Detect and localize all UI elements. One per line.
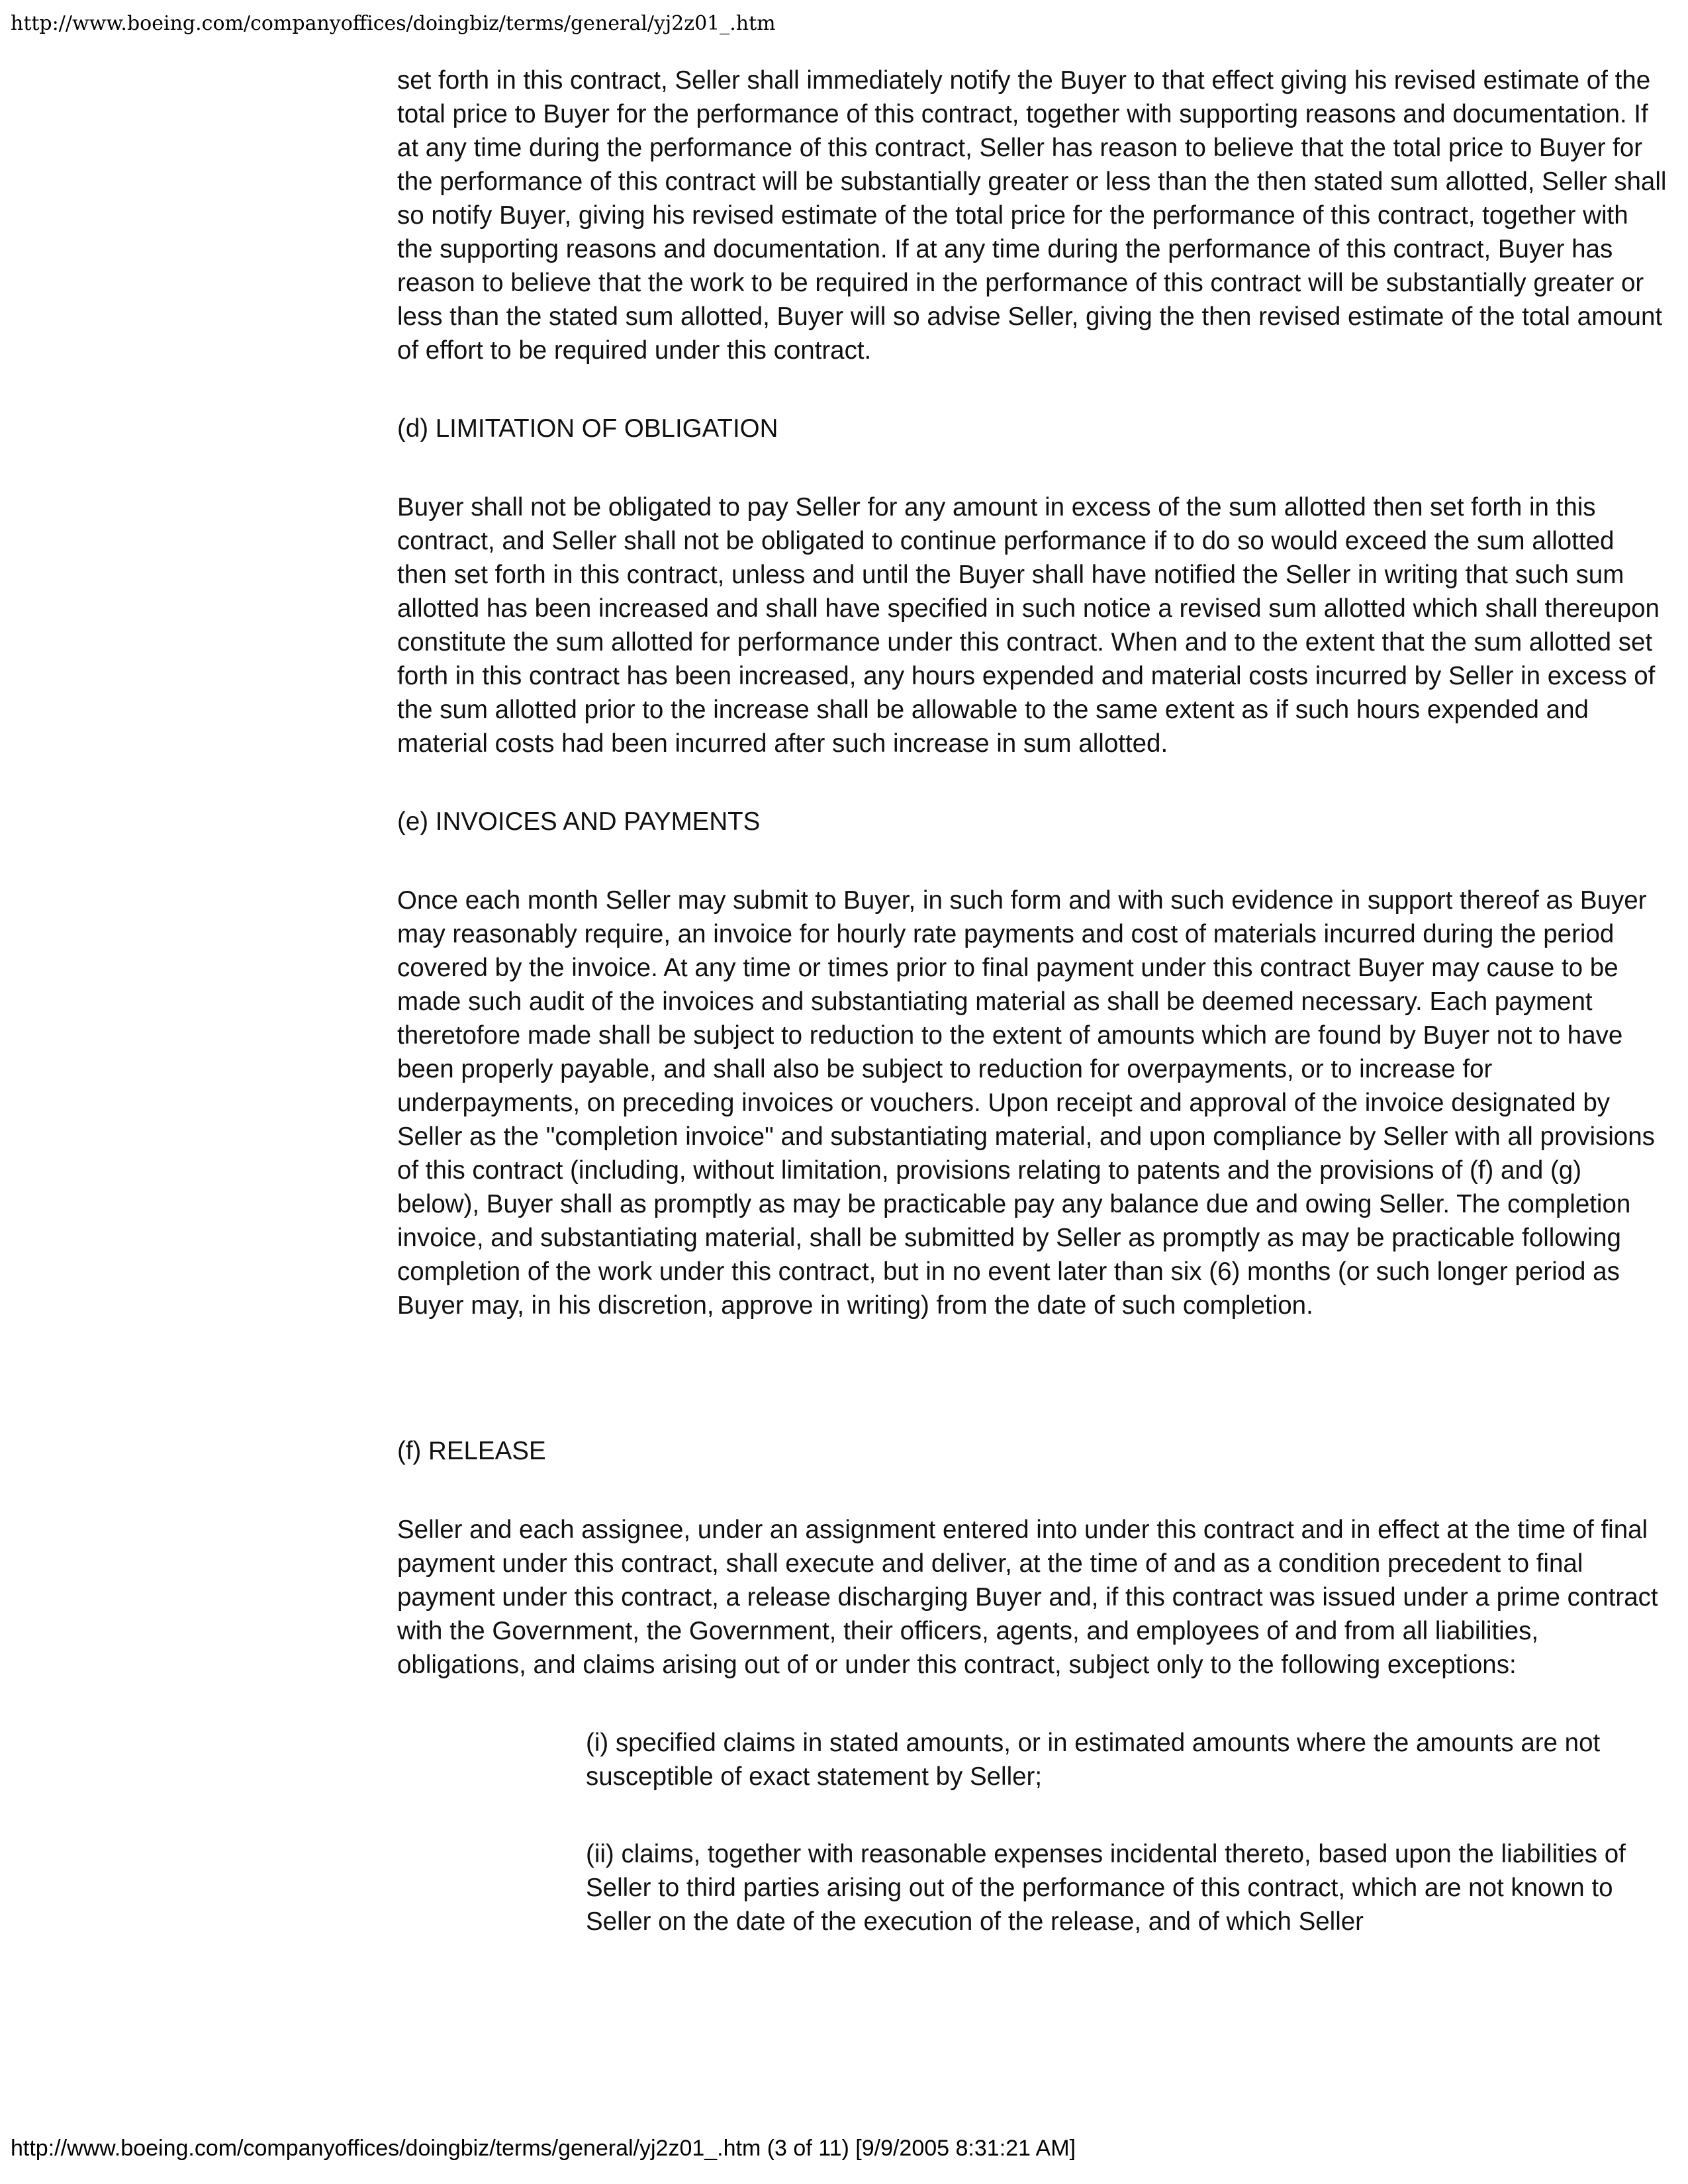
list-item-ii: (ii) claims, together with reasonable expenses incidental thereto, based upon the liabilities of Seller to third parties arising out of the performance of this contract, which are not known to Seller on the date of the execution of the release, and of which Seller xyxy=(586,1840,1626,1936)
section-heading-e: (e) INVOICES AND PAYMENTS xyxy=(397,807,761,836)
paragraph-d: Buyer shall not be obligated to pay Seller for any amount in excess of the sum allotted then set forth in this contract, and Seller shall not be obligated to continue performance if to do so would exceed the sum allotted then set forth in this contract, unless and until the Buyer shall have notified the Seller in writing that such sum allotted has been increased and shall have specified in such notice a revised sum allotted which shall thereupon constitute the sum allotted for performance under this contract. When and to the extent that the sum allotted set forth in this contract has been increased, any hours expended and material costs incurred by Seller in excess of the sum allotted prior to the increase shall be allowable to the same extent as if such hours expended and material costs had been incurred after such increase in sum allotted. xyxy=(397,493,1660,758)
header-url: http://www.boeing.com/companyoffices/doingbiz/terms/general/yj2z01_.htm xyxy=(11,12,776,35)
footer-url-page-info: http://www.boeing.com/companyoffices/doingbiz/terms/general/yj2z01_.htm (3 of 11) [9/9/2005 8:31:21 AM] xyxy=(11,2136,1076,2161)
section-heading-d: (d) LIMITATION OF OBLIGATION xyxy=(397,414,778,443)
document-body xyxy=(397,64,1668,1938)
paragraph-f: Seller and each assignee, under an assignment entered into under this contract and in effect at the time of final payment under this contract, shall execute and deliver, at the time of and as a condition precedent to final payment under this contract, a release discharging Buyer and, if this contract was issued under a prime contract with the Government, the Government, their officers, agents, and employees of and from all liabilities, obligations, and claims arising out of or under this contract, subject only to the following exceptions: xyxy=(397,1516,1658,1679)
section-heading-f: (f) RELEASE xyxy=(397,1437,546,1465)
paragraph-e: Once each month Seller may submit to Buyer, in such form and with such evidence in support thereof as Buyer may reasonably require, an invoice for hourly rate payments and cost of materials incurred during the period covered by the invoice. At any time or times prior to final payment under this contract Buyer may cause to be made such audit of the invoices and substantiating material as shall be deemed necessary. Each payment theretofore made shall be subject to reduction to the extent of amounts which are found by Buyer not to have been properly payable, and shall also be subject to reduction for overpayments, or to increase for underpayments, on preceding invoices or vouchers. Upon receipt and approval of the invoice designated by Seller as the "completion invoice" and substantiating material, and upon compliance by Seller with all provisions of this contract (including, without limitation, provisions relating to patents and the provisions of (f) and (g) below), Buyer shall as promptly as may be practicable pay any balance due and owing Seller. The completion invoice, and substantiating material, shall be submitted by Seller as promptly as may be practicable following completion of the work under this contract, but in no event later than six (6) months (or such longer period as Buyer may, in his discretion, approve in writing) from the date of such completion. xyxy=(397,886,1655,1320)
list-item-i: (i) specified claims in stated amounts, or in estimated amounts where the amounts are not susceptible of exact statement by Seller; xyxy=(586,1729,1601,1791)
paragraph-c-continued: set forth in this contract, Seller shall immediately notify the Buyer to that effect giving his revised estimate of the total price to Buyer for the performance of this contract, together with supporting reasons and documentation. If at any time during the performance of this contract, Seller has reason to believe that the total price to Buyer for the performance of this contract will be substantially greater or less than the then stated sum allotted, Seller shall so notify Buyer, giving his revised estimate of the total price for the performance of this contract, together with the supporting reasons and documentation. If at any time during the performance of this contract, Buyer has reason to believe that the work to be required in the performance of this contract will be substantially greater or less than the stated sum allotted, Buyer will so advise Seller, giving the then revised estimate of the total amount of effort to be required under this contract. xyxy=(397,66,1667,365)
